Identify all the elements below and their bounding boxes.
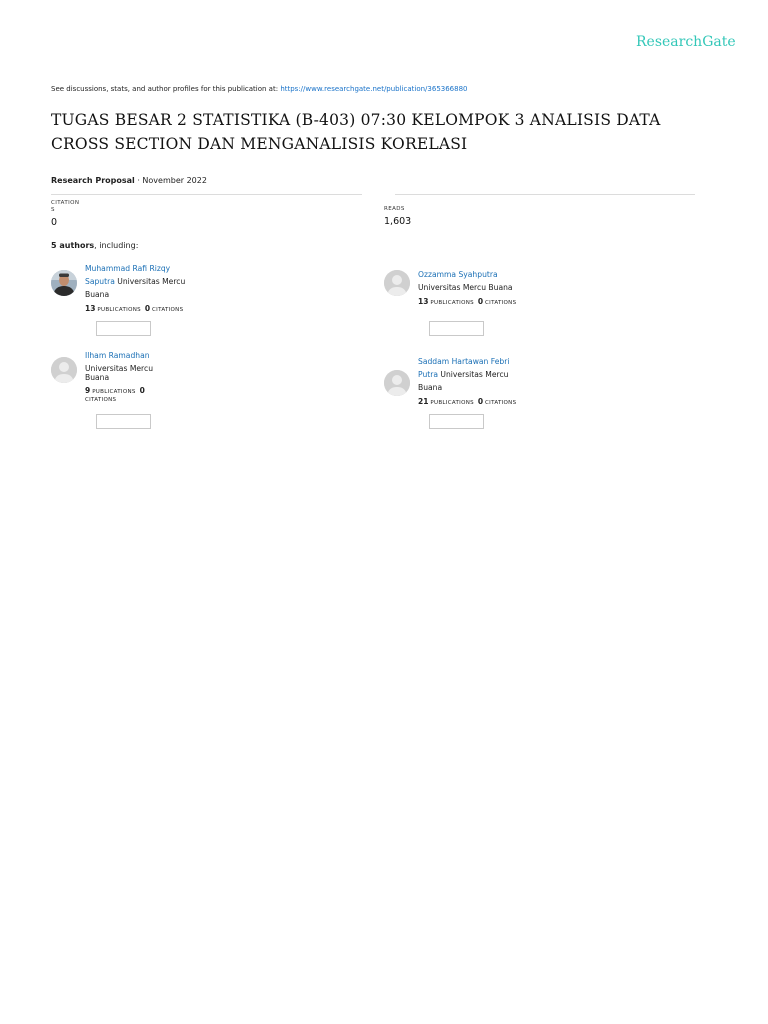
divider-right (395, 194, 695, 195)
author-name-4[interactable]: Saddam Hartawan Febri Putra Universitas Mercu (418, 357, 510, 379)
author-avatar-photo[interactable] (51, 270, 77, 296)
author-avatar-placeholder[interactable] (384, 370, 410, 396)
see-profile-button-4[interactable] (429, 414, 484, 429)
citations-label-line-1: CITATION (51, 200, 80, 206)
user-placeholder-icon (384, 270, 410, 296)
author-card-2 (418, 268, 568, 308)
author-card-1 (85, 262, 235, 315)
publication-title: TUGAS BESAR 2 STATISTIKA (B-403) 07:30 KELOMPOK 3 ANALISIS DATA CROSS SECTION DAN MENGANALISIS KORELASI (51, 111, 661, 153)
authors-count: 5 authors (51, 241, 95, 250)
author-metrics-4: 21 PUBLICATIONS 0 CITATIONS (418, 397, 517, 406)
author-photo-icon (51, 270, 77, 296)
user-placeholder-icon (384, 370, 410, 396)
reads-value: 1,603 (384, 216, 412, 227)
author-card-3 (85, 349, 235, 404)
author-affiliation-3: Universitas Mercu Buana (85, 364, 154, 382)
author-metrics-2: 13 PUBLICATIONS 0 CITATIONS (418, 297, 517, 306)
author-metrics-1: 13 PUBLICATIONS 0 CITATIONS (85, 304, 184, 313)
publication-type: Research Proposal (51, 176, 135, 185)
author-card-4 (418, 355, 568, 408)
publication-url-link[interactable]: https://www.researchgate.net/publication/365366880 (280, 85, 468, 93)
see-profile-button-1[interactable] (96, 321, 151, 336)
author-name-1[interactable]: Muhammad Rafi Rizqy Saputra Universitas Mercu (85, 264, 186, 286)
author-avatar-placeholder[interactable] (384, 270, 410, 296)
publication-type-line (51, 176, 207, 185)
author-name-2[interactable]: Ozzamma Syahputra (418, 270, 498, 279)
authors-heading (51, 241, 138, 250)
reads-label: READS (384, 206, 405, 212)
discussion-notice (51, 85, 468, 93)
citations-label (51, 200, 79, 214)
author-name-3[interactable]: Ilham Ramadhan (85, 351, 150, 360)
researchgate-logo[interactable]: ResearchGate (636, 34, 736, 50)
user-placeholder-icon (51, 357, 77, 383)
author-affiliation-2: Universitas Mercu Buana (418, 283, 513, 292)
see-profile-button-2[interactable] (429, 321, 484, 336)
discussion-prefix: See discussions, stats, and author profiles for this publication at: (51, 85, 279, 93)
author-avatar-placeholder[interactable] (51, 357, 77, 383)
divider-left (51, 194, 362, 195)
authors-suffix: , including: (94, 241, 139, 250)
author-metrics-3: 9 PUBLICATIONS 0 CITATIONS (85, 386, 145, 403)
author-affiliation-1: Buana (85, 290, 110, 299)
citations-label-line-2: S (51, 207, 55, 213)
citations-value: 0 (51, 217, 58, 228)
see-profile-button-3[interactable] (96, 414, 151, 429)
publication-date: · November 2022 (134, 176, 207, 185)
author-affiliation-4: Buana (418, 383, 443, 392)
